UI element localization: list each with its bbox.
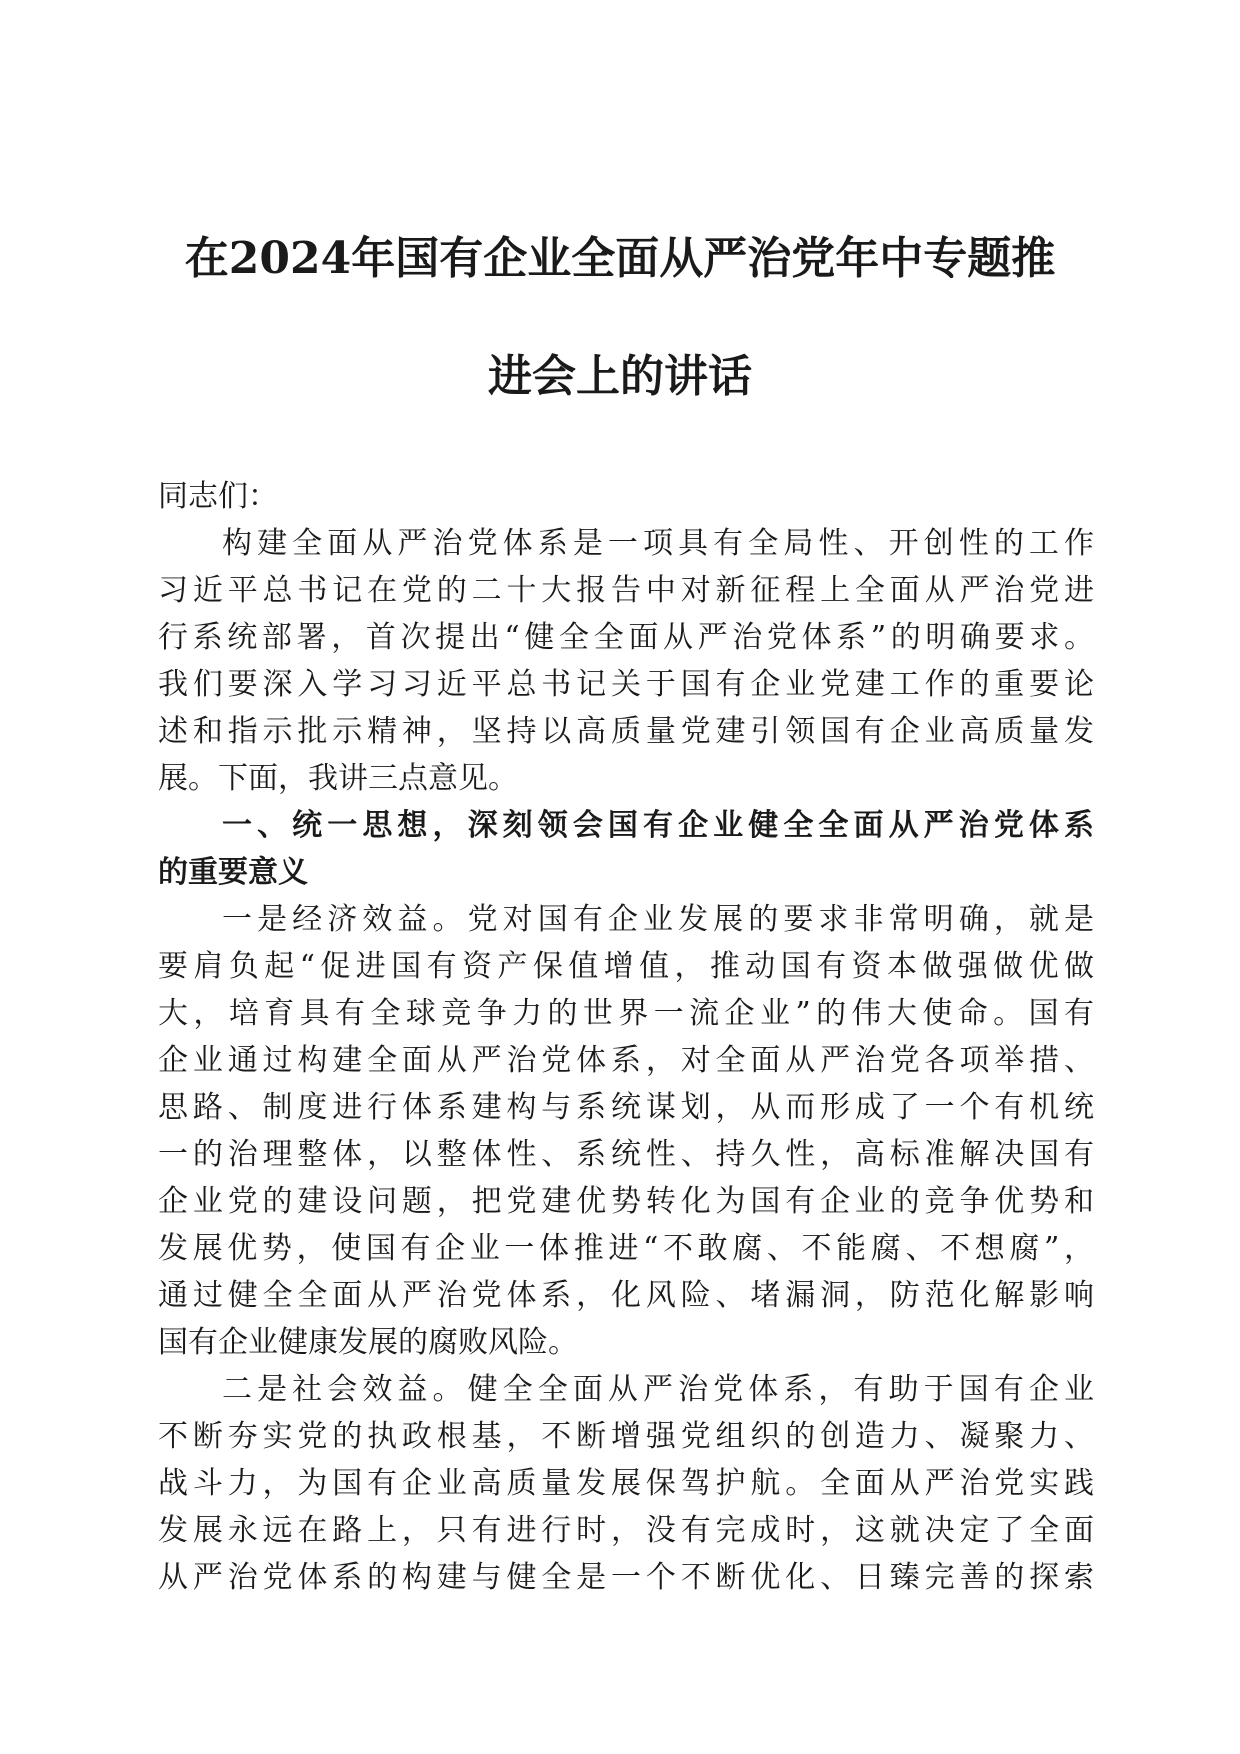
section-heading-line: 的重要意义: [158, 855, 308, 890]
paragraph-line: 同志们：: [158, 479, 278, 514]
paragraph-line: 展。下面，我讲三点意见。: [158, 761, 518, 796]
paragraph-line: 一是经济效益。党对国有企业发展的要求非常明确，就是: [222, 902, 1094, 937]
paragraph-line: 大，培育具有全球竞争力的世界一流企业”的伟大使命。国有: [158, 996, 1094, 1031]
paragraph-line: 我们要深入学习习近平总书记关于国有企业党建工作的重要论: [158, 667, 1094, 702]
paragraph-line: 不断夯实党的执政根基，不断增强党组织的创造力、凝聚力、: [158, 1419, 1094, 1454]
paragraph-line: 企业通过构建全面从严治党体系，对全面从严治党各项举措、: [158, 1043, 1094, 1078]
paragraph-line: 构建全面从严治党体系是一项具有全局性、开创性的工作: [222, 526, 1094, 561]
paragraph-line: 述和指示批示精神，坚持以高质量党建引领国有企业高质量发: [158, 714, 1094, 749]
paragraph-line: 习近平总书记在党的二十大报告中对新征程上全面从严治党进: [158, 573, 1094, 608]
paragraph-line: 一的治理整体，以整体性、系统性、持久性，高标准解决国有: [158, 1137, 1094, 1172]
paragraph-line: 思路、制度进行体系建构与系统谋划，从而形成了一个有机统: [158, 1090, 1094, 1125]
document-title-line-2: 进会上的讲话: [488, 351, 752, 402]
section-heading-line: 一、统一思想，深刻领会国有企业健全全面从严治党体系: [222, 808, 1094, 843]
paragraph-line: 行系统部署，首次提出“健全全面从严治党体系”的明确要求。: [158, 620, 1094, 655]
paragraph-line: 通过健全全面从严治党体系，化风险、堵漏洞，防范化解影响: [158, 1278, 1094, 1313]
paragraph-line: 战斗力，为国有企业高质量发展保驾护航。全面从严治党实践: [158, 1466, 1094, 1501]
paragraph-line: 企业党的建设问题，把党建优势转化为国有企业的竞争优势和: [158, 1184, 1094, 1219]
paragraph-line: 二是社会效益。健全全面从严治党体系，有助于国有企业: [222, 1372, 1094, 1407]
document-body: [158, 473, 1094, 1601]
paragraph-line: 从严治党体系的构建与健全是一个不断优化、日臻完善的探索: [158, 1560, 1094, 1595]
paragraph-line: 国有企业健康发展的腐败风险。: [158, 1325, 578, 1360]
paragraph-line: 发展优势，使国有企业一体推进“不敢腐、不能腐、不想腐”，: [158, 1231, 1094, 1266]
document-title-line-1: 在2024年国有企业全面从严治党年中专题推: [184, 233, 1056, 284]
paragraph-line: 发展永远在路上，只有进行时，没有完成时，这就决定了全面: [158, 1513, 1094, 1548]
paragraph-line: 要肩负起“促进国有资产保值增值，推动国有资本做强做优做: [158, 949, 1094, 984]
